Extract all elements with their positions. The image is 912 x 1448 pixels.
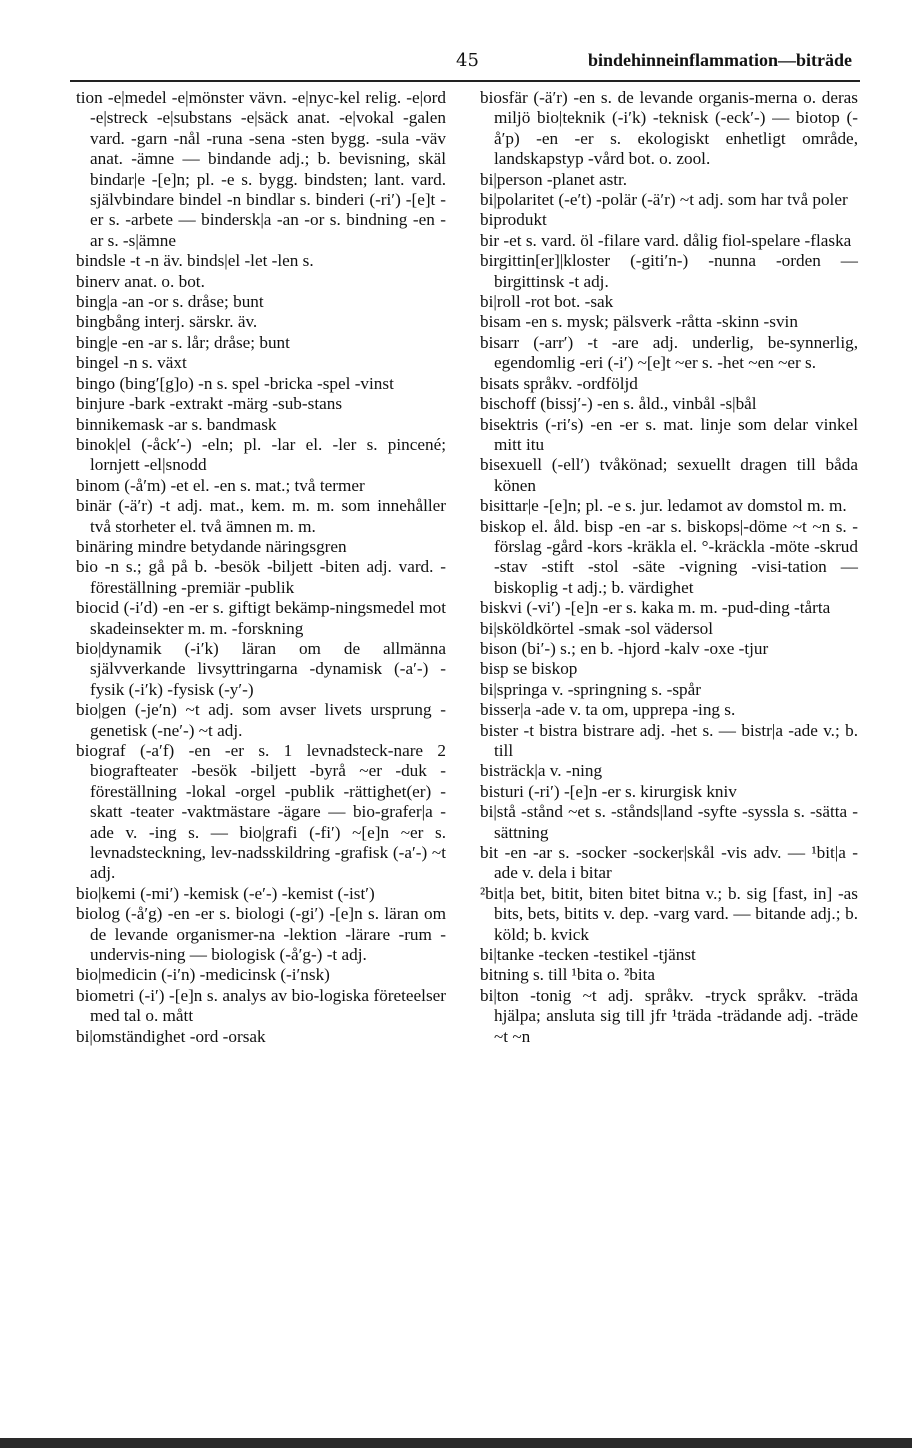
dictionary-entry: bir -et s. vard. öl -filare vard. dålig fiol-spelare -flaska [480, 230, 852, 250]
dictionary-entry: biprodukt [480, 210, 547, 230]
dictionary-entry: bi|stå -stånd ~et s. -stånds|land -syfte -syssla s. -sätta -sättning [480, 802, 858, 842]
dictionary-entry: bisturi (-ri′) -[e]n -er s. kirurgisk kniv [480, 781, 737, 801]
dictionary-entry: biolog (-å′g) -en -er s. biologi (-gi′) -[e]n s. läran om de levande organismer-na -lektion -lärare -rum -undervis-ning — biologisk (-å′g-) -t adj. [76, 904, 446, 965]
dictionary-entry: bisser|a -ade v. ta om, upprepa -ing s. [480, 700, 736, 720]
scan-edge [0, 1438, 912, 1448]
dictionary-entry: bisats språkv. -ordföljd [480, 373, 638, 393]
dictionary-entry: bi|person -planet astr. [480, 169, 628, 189]
dictionary-entry: bi|tanke -tecken -testikel -tjänst [480, 945, 696, 965]
dictionary-entry: binjure -bark -extrakt -märg -sub-stans [76, 394, 343, 414]
dictionary-entry: biosfär (-ä′r) -en s. de levande organis-merna o. deras miljö bio|teknik (-i′k) -teknisk (-eck′-) — biotop (-å′p) -en -er s. ekologiskt enhetligt område, landskapstyp -vård bot. o. zool. [480, 88, 858, 169]
dictionary-entry: binäring mindre betydande näringsgren [76, 536, 347, 556]
dictionary-entry: bisp se biskop [480, 659, 578, 679]
dictionary-entry: bi|polaritet (-e′t) -polär (-ä′r) ~t adj. som har två poler [480, 190, 848, 210]
running-head: bindehinneinflammation—biträde [587, 50, 852, 70]
dictionary-entry: tion -e|medel -e|mönster vävn. -e|nyc-kel relig. -e|ord -e|streck -e|substans -e|säck anat. -e|vokal -galen vard. -garn -nål -runa -sena -sten bygg. -sula -väv anat. -ämne — bindande adj.; b. bevisning, skäl bindar|e -[e]n; pl. -e s. bygg. bindsten; lant. vard. självbindare bindel -n bindlar s. binderi (-ri′) -[e]t -er s. -arbete — bindersk|a -an -or s. bindning -en -ar s. -s|ämne [76, 88, 446, 250]
dictionary-entry: bio|medicin (-i′n) -medicinsk (-i′nsk) [76, 965, 330, 985]
dictionary-entry: bisträck|a v. -ning [480, 761, 603, 781]
dictionary-entry: bindsle -t -n äv. binds|el -let -len s. [76, 251, 314, 271]
dictionary-entry: bitning s. till ¹bita o. ²bita [480, 965, 656, 985]
dictionary-entry: ²bit|a bet, bitit, biten bitet bitna v.; b. sig [fast, in] -as bits, bets, bitits v. dep. -varg vard. — bitande adj.; b. köld; b. kvick [480, 883, 858, 944]
dictionary-entry: bi|springa v. -springning s. -spår [480, 679, 701, 699]
dictionary-entry: bi|sköldkörtel -smak -sol vädersol [480, 618, 714, 638]
dictionary-entry: bio|kemi (-mi′) -kemisk (-e′-) -kemist (-ist′) [76, 883, 375, 903]
dictionary-entry: biograf (-a′f) -en -er s. 1 levnadsteck-nare 2 biografteater -besök -biljett -byrå ~er -duk -föreställning -lokal -orgel -publik -rättighet(er) -skatt -teater -vaktmästare -ägare — bio-grafer|a -ade v. -ing s. — bio|grafi (-fi′) ~[e]n ~er s. levnadsteckning, lev-nadsskildring -grafisk (-a′-) ~t adj. [76, 741, 446, 883]
dictionary-entry: binok|el (-åck′-) -eln; pl. -lar el. -ler s. pincené; lornjett -el|snodd [76, 434, 446, 475]
dictionary-entry: binär (-ä′r) -t adj. mat., kem. m. m. som innehåller två storheter el. två ämnen m. m. [76, 496, 446, 536]
dictionary-entry: biskop el. åld. bisp -en -ar s. biskops|-döme ~t ~n s. -förslag -gård -kors -kräkla el. °-kräckla -möte -skrud -stav -stift -stol -säte -vigning -visi-tation — biskoplig -t adj.; b. värdighet [480, 516, 858, 597]
header-rule [70, 80, 860, 82]
dictionary-entry: bi|omständighet -ord -orsak [76, 1026, 266, 1046]
dictionary-entry: binnikemask -ar s. bandmask [76, 414, 277, 434]
dictionary-entry: bingel -n s. växt [76, 353, 187, 373]
dictionary-entry: bing|e -en -ar s. lår; dråse; bunt [76, 332, 290, 352]
dictionary-entry: bisarr (-arr′) -t -are adj. underlig, be-synnerlig, egendomlig -eri (-i′) ~[e]t ~er s. -het ~en ~er s. [480, 332, 858, 373]
dictionary-entry: bisexuell (-ell′) tvåkönad; sexuellt dragen till båda könen [480, 455, 858, 495]
dictionary-entry: bingbång interj. särskr. äv. [76, 312, 258, 332]
dictionary-entry: bisektris (-ri′s) -en -er s. mat. linje som delar vinkel mitt itu [480, 414, 858, 454]
dictionary-entry: bingo (bing′[g]o) -n s. spel -bricka -spel -vinst [76, 373, 394, 393]
dictionary-entry: bing|a -an -or s. dråse; bunt [76, 292, 264, 312]
dictionary-entry: bio|gen (-je′n) ~t adj. som avser livets ursprung -genetisk (-ne′-) ~t adj. [76, 700, 446, 740]
dictionary-entry: bi|roll -rot bot. -sak [480, 292, 614, 312]
dictionary-entry: birgittin[er]|kloster (-giti′n-) -nunna -orden — birgittinsk -t adj. [480, 251, 858, 291]
dictionary-entry: bischoff (bissj′-) -en s. åld., vinbål -s|bål [480, 394, 757, 414]
dictionary-entry: bisam -en s. mysk; pälsverk -råtta -skinn -svin [480, 312, 798, 332]
left-column [76, 88, 446, 1047]
dictionary-entry: bio -n s.; gå på b. -besök -biljett -biten adj. vard. -föreställning -premiär -publik [76, 557, 446, 597]
dictionary-entry: bison (bi′-) s.; en b. -hjord -kalv -oxe -tjur [480, 638, 769, 658]
page-header [70, 50, 860, 78]
dictionary-entry: binerv anat. o. bot. [76, 271, 205, 291]
page-number: 45 [456, 50, 479, 71]
dictionary-entry: bisittar|e -[e]n; pl. -e s. jur. ledamot av domstol m. m. [480, 496, 847, 516]
dictionary-entry: bi|ton -tonig ~t adj. språkv. -tryck språkv. -träda hjälpa; ansluta sig till jfr ¹träda -trädande adj. -träde ~t ~n [480, 985, 858, 1046]
dictionary-entry: bister -t bistra bistrare adj. -het s. — bistr|a -ade v.; b. till [480, 720, 858, 760]
dictionary-entry: biskvi (-vi′) -[e]n -er s. kaka m. m. -pud-ding -tårta [480, 598, 831, 618]
right-column [480, 88, 858, 1047]
dictionary-entry: biometri (-i′) -[e]n s. analys av bio-logiska företeelser med tal o. mått [76, 985, 446, 1026]
dictionary-entry: bio|dynamik (-i′k) läran om de allmänna självverkande livsyttringarna -dynamisk (-a′-) -fysik (-i′k) -fysisk (-y′-) [76, 638, 446, 699]
dictionary-entry: biocid (-i′d) -en -er s. giftigt bekämp-ningsmedel mot skadeinsekter m. m. -forskning [76, 598, 446, 638]
dictionary-entry: binom (-å′m) -et el. -en s. mat.; två termer [76, 475, 365, 495]
dictionary-entry: bit -en -ar s. -socker -socker|skål -vis adv. — ¹bit|a -ade v. dela i bitar [480, 843, 858, 883]
